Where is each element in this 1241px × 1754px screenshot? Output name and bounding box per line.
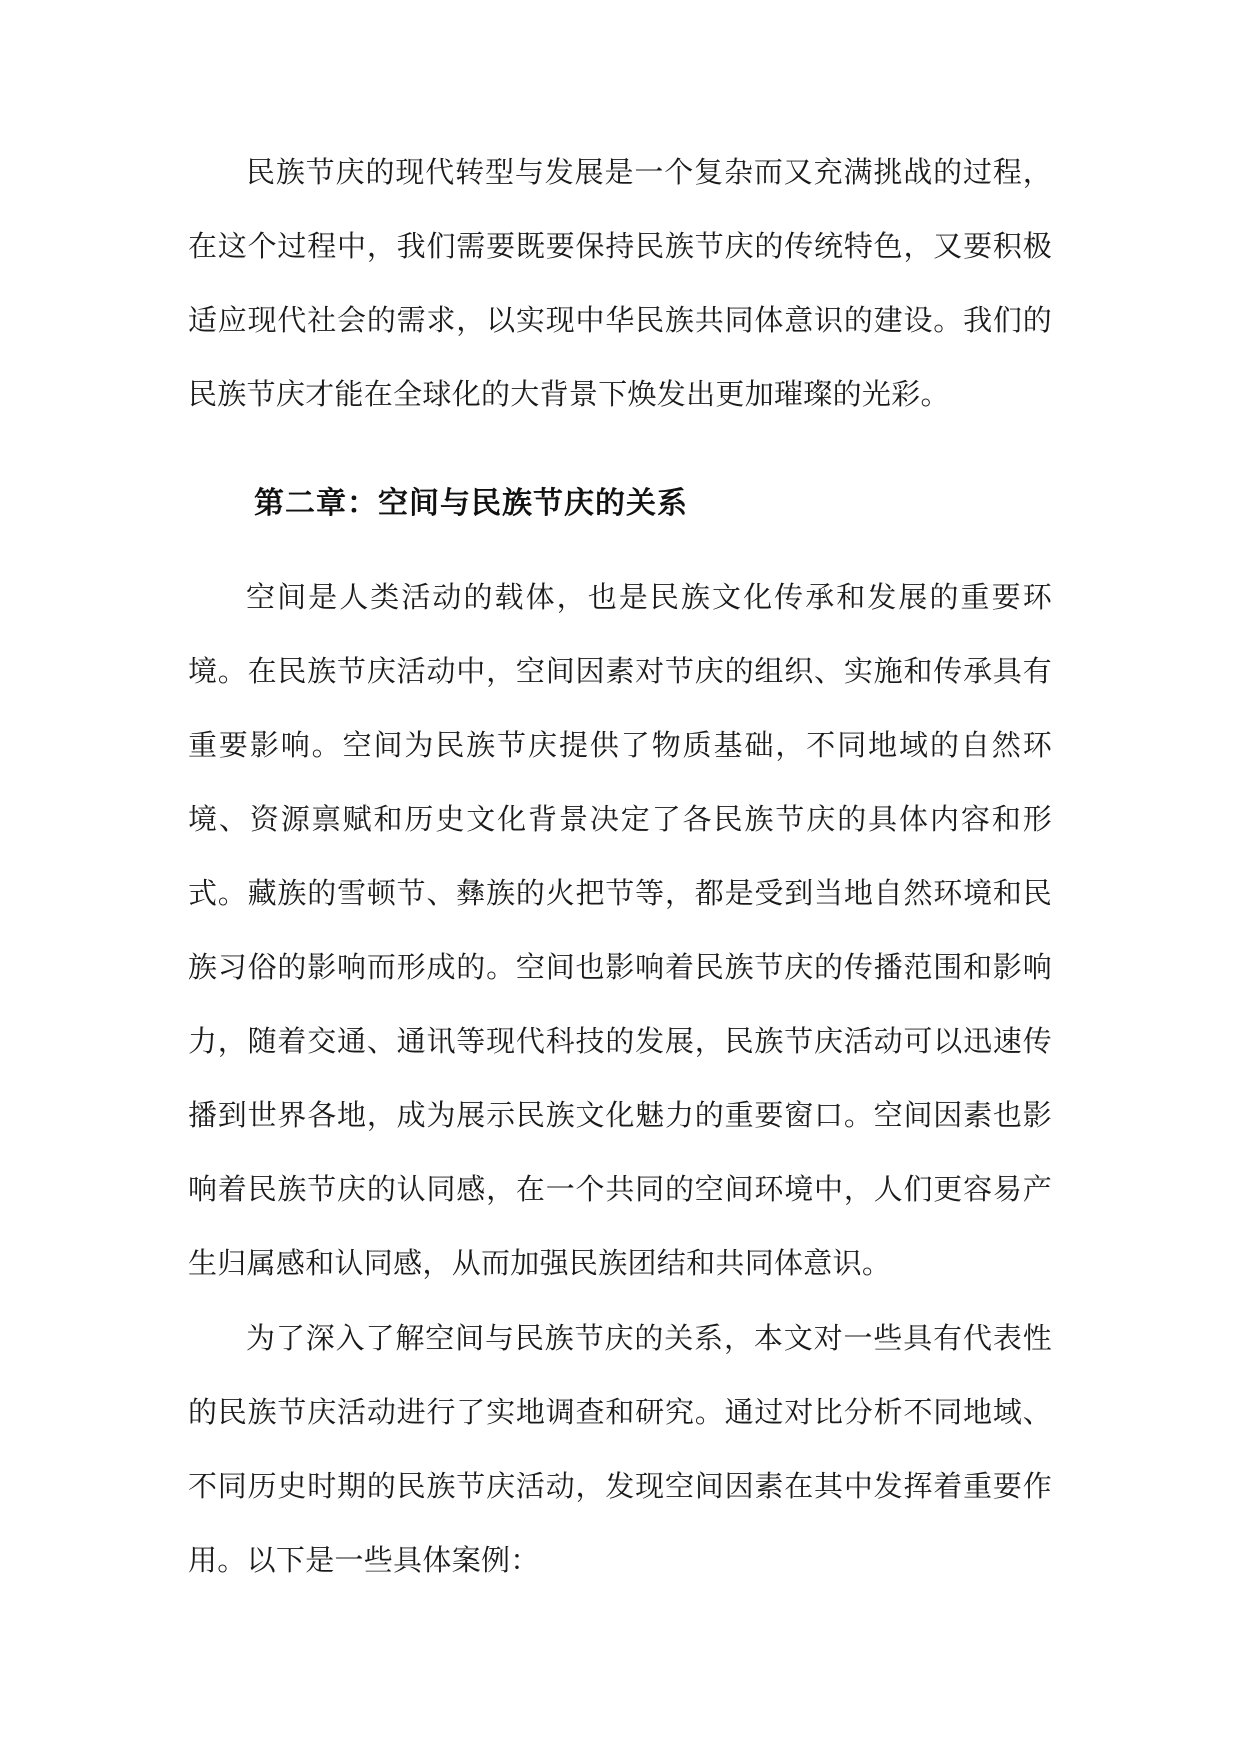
chapter-heading: 第二章：空间与民族节庆的关系 [254, 486, 688, 521]
body-paragraph-3: 为了深入了解空间与民族节庆的关系，本文对一些具有代表性的民族节庆活动进行了实地调查和研究。通过对比分析不同地域、不同历史时期的民族节庆活动，发现空间因素在其中发挥着重要作用。以下是一些具体案例： [188, 1321, 1052, 1577]
body-paragraph-2: 空间是人类活动的载体，也是民族文化传承和发展的重要环境。在民族节庆活动中，空间因素对节庆的组织、实施和传承具有重要影响。空间为民族节庆提供了物质基础，不同地域的自然环境、资源禀赋和历史文化背景决定了各民族节庆的具体内容和形式。藏族的雪顿节、彝族的火把节等，都是受到当地自然环境和民族习俗的影响而形成的。空间也影响着民族节庆的传播范围和影响力，随着交通、通讯等现代科技的发展，民族节庆活动可以迅速传播到世界各地，成为展示民族文化魅力的重要窗口。空间因素也影响着民族节庆的认同感，在一个共同的空间环境中，人们更容易产生归属感和认同感，从而加强民族团结和共同体意识。 [188, 580, 1052, 1280]
paragraph-block-3 [188, 1301, 1052, 1597]
paragraph-block-2 [188, 560, 1052, 1300]
paragraph-block-1 [188, 135, 1052, 431]
body-paragraph-1: 民族节庆的现代转型与发展是一个复杂而又充满挑战的过程，在这个过程中，我们需要既要保持民族节庆的传统特色，又要积极适应现代社会的需求，以实现中华民族共同体意识的建设。我们的民族节庆才能在全球化的大背景下焕发出更加璀璨的光彩。 [188, 155, 1052, 411]
